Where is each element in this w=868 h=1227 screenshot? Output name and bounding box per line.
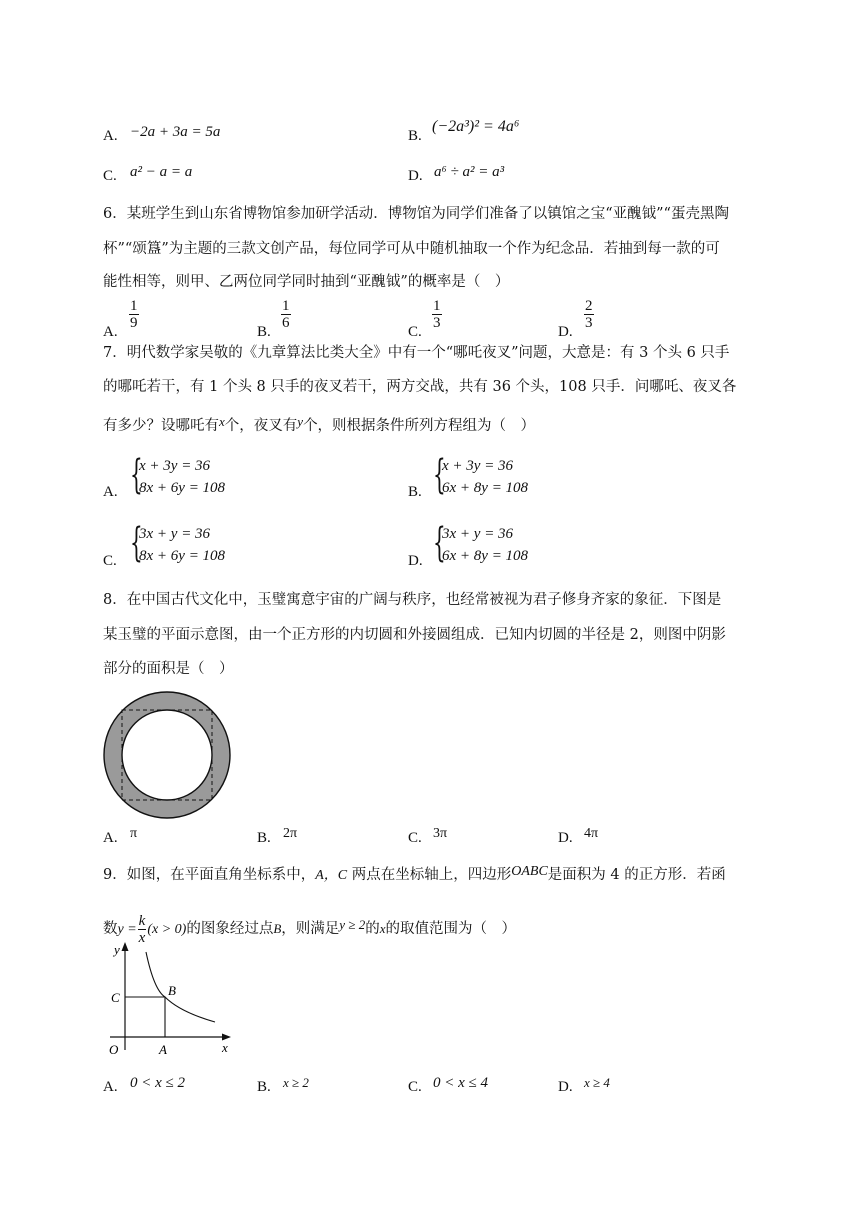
q6-option-b-label: B.	[257, 324, 271, 340]
q8-text-line-2: 某玉璧的平面示意图，由一个正方形的内切圆和外接圆组成．已知内切圆的半径是 2，则图中阴影	[103, 627, 726, 643]
q7-option-d-system	[433, 520, 529, 567]
point-a-label: A	[159, 1042, 167, 1057]
q5-option-d-expression: a⁶ ÷ a² = a³	[434, 164, 505, 180]
q5-option-b-label: B.	[408, 128, 422, 144]
q6-option-d-label: D.	[558, 324, 573, 340]
x-axis-label: x	[222, 1040, 228, 1055]
q9-text-part: 的图象经过点	[186, 921, 274, 937]
q6-text-line-1: 6．某班学生到山东省博物馆参加研学活动．博物馆为同学们准备了以镇馆之宝“亚醜钺”“蛋壳黑陶	[103, 206, 729, 222]
points-ac: A，C	[315, 868, 348, 883]
q8-option-a-label: A.	[103, 830, 118, 846]
q7-text-line-3	[103, 406, 535, 442]
q8-option-b-value: 2π	[283, 826, 298, 841]
point-c-label: C	[111, 990, 120, 1005]
q7-text-part: 有多少？设哪吒有	[103, 418, 219, 434]
q6-text-line-2: 杯”“颂簋”为主题的三款文创产品，每位同学可从中随机抽取一个作为纪念品．若抽到每一款的可	[103, 241, 720, 257]
q7-option-b-system	[433, 452, 529, 499]
q6-option-a-label: A.	[103, 324, 118, 340]
numerator: 1	[433, 298, 441, 314]
q9-text-part: 两点在坐标轴上，四边形	[347, 867, 512, 883]
q9-text-part: 是面积为 4 的正方形．若函	[547, 867, 726, 883]
denominator: 3	[433, 315, 441, 331]
var-x: x	[379, 921, 386, 936]
q8-text-line-3: 部分的面积是（ ）	[103, 661, 234, 677]
quad-oabc: OABC	[511, 864, 548, 879]
q6-option-b-fraction	[281, 298, 291, 331]
q5-option-a-expression: −2a + 3a = 5a	[130, 124, 221, 140]
q5-option-a-label: A.	[103, 128, 118, 144]
equation-1: x + 3y = 36	[442, 458, 514, 474]
q8-option-c-value: 3π	[433, 826, 448, 841]
numerator: 1	[282, 298, 290, 314]
function-y: y =	[117, 922, 137, 937]
numerator: 1	[130, 298, 138, 314]
q6-text-line-3: 能性相等，则甲、乙两位同学同时抽到“亚醜钺”的概率是（ ）	[103, 274, 510, 290]
q9-option-a-label: A.	[103, 1079, 118, 1095]
q9-text-part: 的取值范围为（ ）	[385, 921, 516, 937]
equation-2: 8x + 6y = 108	[139, 480, 226, 496]
numerator: 2	[585, 298, 593, 314]
q7-text-line-1: 7．明代数学家吴敬的《九章算法比类大全》中有一个“哪吒夜叉”问题，大意是：有 3 个头 6 只手	[103, 345, 730, 361]
denominator: 9	[130, 315, 138, 331]
y-axis-label: y	[114, 942, 120, 957]
coordinate-graph	[100, 940, 240, 1060]
equation-1: 3x + y = 36	[442, 526, 514, 542]
q7-option-a-system	[130, 452, 226, 499]
origin-label: O	[109, 1042, 119, 1057]
jade-disc-figure	[102, 690, 232, 820]
q8-option-d-value: 4π	[584, 826, 599, 841]
q7-option-c-system	[130, 520, 226, 567]
function-denominator: x	[138, 929, 146, 946]
q9-option-c-label: C.	[408, 1079, 422, 1095]
equation-2: 8x + 6y = 108	[139, 548, 226, 564]
q6-option-c-label: C.	[408, 324, 422, 340]
q8-text-line-1: 8．在中国古代文化中，玉璧寓意宇宙的广阔与秩序，也经常被视为君子修身齐家的象征．下图是	[103, 592, 722, 608]
q7-option-d-label: D.	[408, 553, 423, 569]
q9-option-d-label: D.	[558, 1079, 573, 1095]
q7-option-b-label: B.	[408, 484, 422, 500]
q5-option-d-label: D.	[408, 168, 423, 184]
denominator: 3	[585, 315, 593, 331]
q8-option-b-label: B.	[257, 830, 271, 846]
point-b-label: B	[168, 983, 176, 998]
q9-text-part: ，则满足	[281, 921, 340, 937]
q9-text-part: 的	[365, 921, 380, 937]
condition-y: y ≥ 2	[339, 917, 366, 932]
q6-option-d-fraction	[584, 298, 594, 331]
q9-option-c-range: 0 < x ≤ 4	[433, 1075, 489, 1091]
q9-text-part: 数	[103, 921, 118, 937]
q9-text-part: 9．如图，在平面直角坐标系中，	[103, 867, 316, 883]
q6-option-a-fraction	[129, 298, 139, 331]
q8-option-c-label: C.	[408, 830, 422, 846]
q7-option-a-label: A.	[103, 484, 118, 500]
brace-icon: {	[433, 520, 446, 566]
equation-2: 6x + 8y = 108	[442, 548, 529, 564]
q5-option-c-expression: a² − a = a	[130, 164, 193, 180]
var-y: y	[297, 414, 304, 429]
point-b: B	[273, 921, 282, 936]
equation-1: 3x + y = 36	[139, 526, 211, 542]
brace-icon: {	[130, 520, 143, 566]
q9-option-b-range: x ≥ 2	[283, 1075, 309, 1090]
y-axis-arrow-icon	[122, 942, 129, 951]
square-oabc	[125, 997, 165, 1037]
q9-option-b-label: B.	[257, 1079, 271, 1095]
q9-text-line-1	[103, 856, 726, 892]
brace-icon: {	[130, 452, 143, 498]
q7-text-part: 个，则根据条件所列方程组为（ ）	[303, 418, 536, 434]
var-x: x	[219, 414, 225, 429]
q9-option-a-range: 0 < x ≤ 2	[130, 1075, 186, 1091]
q7-text-line-2: 的哪吒若干，有 1 个头 8 只手的夜叉若干，两方交战，共有 36 个头，108 只手．问哪吒、夜叉各	[103, 379, 737, 395]
function-numerator: k	[138, 912, 146, 929]
denominator: 6	[282, 315, 290, 331]
inner-circle	[122, 710, 212, 800]
brace-icon: {	[433, 452, 446, 498]
hyperbola-curve	[146, 952, 215, 1022]
q6-option-c-fraction	[432, 298, 442, 331]
function-condition: (x > 0)	[147, 922, 187, 937]
q7-option-c-label: C.	[103, 553, 117, 569]
q7-text-part: 个，夜叉有	[224, 418, 298, 434]
q5-option-c-label: C.	[103, 168, 117, 184]
q9-option-d-range: x ≥ 4	[584, 1075, 610, 1090]
q5-option-b-expression: (−2a³)² = 4a⁶	[432, 118, 520, 135]
q8-option-a-value: π	[130, 826, 138, 841]
equation-2: 6x + 8y = 108	[442, 480, 529, 496]
q8-option-d-label: D.	[558, 830, 573, 846]
equation-1: x + 3y = 36	[139, 458, 211, 474]
